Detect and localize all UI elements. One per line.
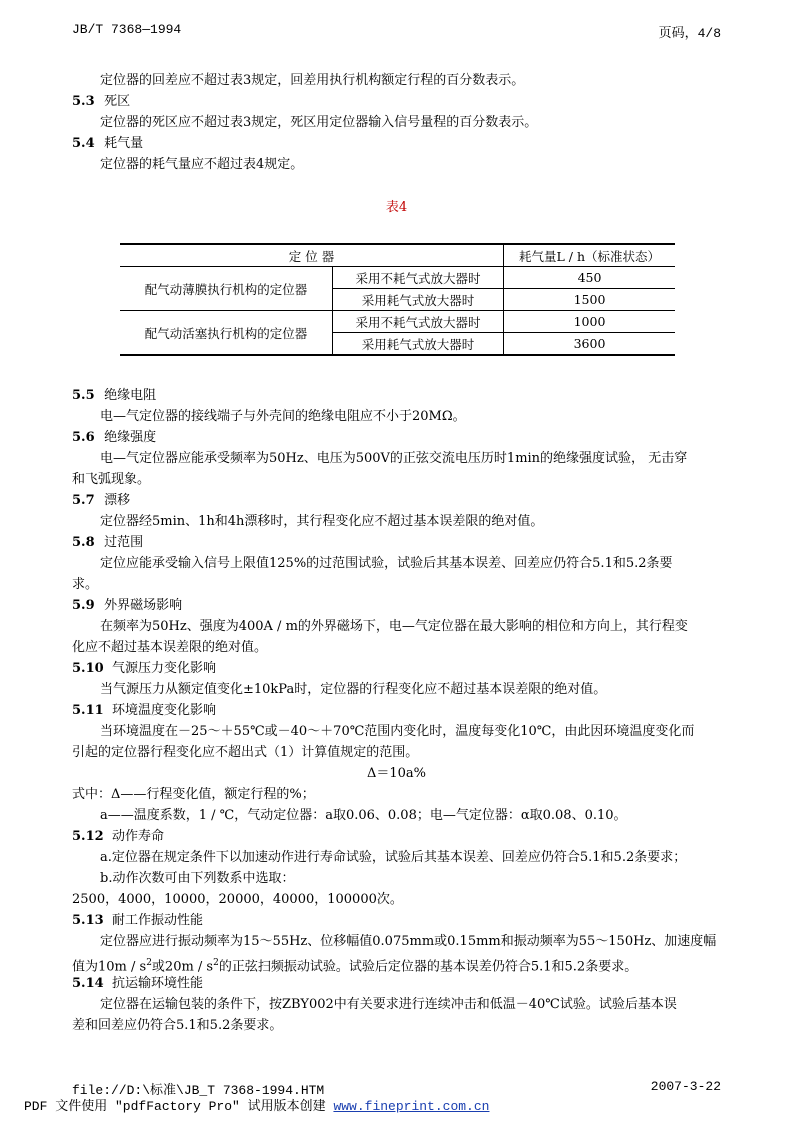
fineprint-link[interactable]: www.fineprint.com.cn bbox=[333, 1099, 490, 1114]
section-title: 外界磁场影响 bbox=[104, 598, 183, 613]
table-value: 3600 bbox=[504, 333, 676, 356]
paragraph: 化应不超过基本误差限的绝对值。 bbox=[72, 640, 268, 655]
section-heading-5-14 bbox=[72, 974, 721, 994]
table-cell: 采用耗气式放大器时 bbox=[333, 289, 504, 311]
paragraph: 定位器在运输包装的条件下，按ZBY002中有关要求进行连续冲击和低温－40℃试验。试验后基本误 bbox=[100, 997, 677, 1012]
table-header-consumption: 耗气量L / h（标准状态） bbox=[504, 244, 676, 267]
paragraph: 值为$10m / s^2$或$20m / s^2$的正弦扫频振动试验。试验后定位器的基本误差仍符合5.1和5.2条要求。 bbox=[72, 958, 638, 975]
paragraph: 定位器的死区应不超过表3规定，死区用定位器输入信号量程的百分数表示。 bbox=[100, 115, 538, 130]
paragraph: 引起的定位器行程变化应不超出式（1）计算值规定的范围。 bbox=[72, 745, 419, 760]
header-page-number: 页码，4/8 bbox=[658, 26, 721, 41]
table-4 bbox=[120, 243, 675, 356]
section-number: 5.10 bbox=[72, 661, 104, 676]
paragraph: 差和回差应仍符合5.1和5.2条要求。 bbox=[72, 1018, 283, 1033]
paragraph: a——温度系数，1 / ℃，气动定位器：a取0.06、0.08；电—气定位器：α取0.08、0.10。 bbox=[100, 808, 627, 823]
section-number: 5.4 bbox=[72, 136, 95, 151]
paragraph: 定位器的回差应不超过表3规定，回差用执行机构额定行程的百分数表示。 bbox=[100, 73, 525, 88]
section-title: 死区 bbox=[104, 94, 131, 109]
section-title: 耐工作振动性能 bbox=[111, 913, 203, 928]
paragraph: 和飞弧现象。 bbox=[72, 472, 151, 487]
table-value: 1500 bbox=[504, 289, 676, 311]
section-title: 动作寿命 bbox=[111, 829, 164, 844]
table-caption: 表4 bbox=[385, 200, 408, 215]
section-title: 气源压力变化影响 bbox=[111, 661, 216, 676]
paragraph: 求。 bbox=[72, 577, 99, 592]
section-number: 5.12 bbox=[72, 829, 104, 844]
section-title: 耗气量 bbox=[104, 136, 144, 151]
section-heading-5-5 bbox=[72, 386, 721, 406]
table-header-positioner: 定 位 器 bbox=[120, 244, 504, 267]
table-cell: 采用不耗气式放大器时 bbox=[333, 311, 504, 333]
table-cell: 采用不耗气式放大器时 bbox=[333, 267, 504, 289]
list-item: b.动作次数可由下列数系中选取： bbox=[100, 871, 295, 886]
paragraph: 当气源压力从额定值变化±10kPa时，定位器的行程变化应不超过基本误差限的绝对值。 bbox=[100, 682, 607, 697]
section-heading-5-7 bbox=[72, 491, 721, 511]
paragraph: 定位器经5min、1h和4h漂移时，其行程变化应不超过基本误差限的绝对值。 bbox=[100, 514, 544, 529]
section-title: 漂移 bbox=[104, 493, 131, 508]
section-number: 5.3 bbox=[72, 94, 95, 109]
formula: Δ＝10a% bbox=[366, 766, 427, 781]
paragraph: 当环境温度在－25～＋55℃或－40～＋70℃范围内变化时，温度每变化10℃，由此因环境温度变化而 bbox=[100, 724, 695, 739]
section-heading-5-10 bbox=[72, 659, 721, 679]
section-heading-5-4 bbox=[72, 134, 721, 154]
paragraph: 电—气定位器的接线端子与外壳间的绝缘电阻应不小于20MΩ。 bbox=[100, 409, 466, 424]
footer-pdf-notice: PDF 文件使用 "pdfFactory Pro" 试用版本创建 www.fineprint.com.cn bbox=[24, 1099, 490, 1114]
section-number: 5.9 bbox=[72, 598, 95, 613]
paragraph: 2500，4000，10000，20000，40000，100000次。 bbox=[72, 892, 403, 907]
table-cell: 采用耗气式放大器时 bbox=[333, 333, 504, 356]
section-heading-5-11 bbox=[72, 701, 721, 721]
section-number: 5.14 bbox=[72, 976, 104, 991]
section-number: 5.13 bbox=[72, 913, 104, 928]
paragraph: 电—气定位器应能承受频率为50Hz、电压为500V的正弦交流电压历时1min的绝缘强度试验， 无击穿 bbox=[100, 451, 688, 466]
section-number: 5.11 bbox=[72, 703, 104, 718]
section-title: 过范围 bbox=[104, 535, 144, 550]
paragraph: 定位器应进行振动频率为15～55Hz、位移幅值0.075mm或0.15mm和振动频率为55～150Hz、加速度幅 bbox=[100, 934, 717, 949]
table-value: 1000 bbox=[504, 311, 676, 333]
header-doc-code: JB/T 7368—1994 bbox=[72, 22, 182, 37]
paragraph: 式中：Δ——行程变化值，额定行程的%； bbox=[72, 787, 315, 802]
section-number: 5.6 bbox=[72, 430, 95, 445]
table-group-diaphragm: 配气动薄膜执行机构的定位器 bbox=[120, 267, 333, 311]
section-number: 5.7 bbox=[72, 493, 95, 508]
section-heading-5-8 bbox=[72, 533, 721, 553]
section-heading-5-12 bbox=[72, 827, 721, 847]
paragraph: 定位应能承受输入信号上限值125%的过范围试验，试验后其基本误差、回差应仍符合5.1和5.2条要 bbox=[100, 556, 673, 571]
section-title: 绝缘强度 bbox=[104, 430, 157, 445]
section-heading-5-3 bbox=[72, 92, 721, 112]
table-group-piston: 配气动活塞执行机构的定位器 bbox=[120, 311, 333, 356]
footer-file-path: file://D:\标准\JB_T 7368-1994.HTM bbox=[72, 1083, 325, 1098]
section-number: 5.5 bbox=[72, 388, 95, 403]
section-heading-5-6 bbox=[72, 428, 721, 448]
paragraph: 在频率为50Hz、强度为400A / m的外界磁场下，电—气定位器在最大影响的相位和方向上，其行程变 bbox=[100, 619, 688, 634]
section-title: 环境温度变化影响 bbox=[111, 703, 216, 718]
table-value: 450 bbox=[504, 267, 676, 289]
section-heading-5-9 bbox=[72, 596, 721, 616]
paragraph: 定位器的耗气量应不超过表4规定。 bbox=[100, 157, 304, 172]
footer-date: 2007-3-22 bbox=[650, 1079, 721, 1094]
section-title: 绝缘电阻 bbox=[104, 388, 157, 403]
section-heading-5-13 bbox=[72, 911, 721, 931]
section-title: 抗运输环境性能 bbox=[111, 976, 203, 991]
section-number: 5.8 bbox=[72, 535, 95, 550]
list-item: a.定位器在规定条件下以加速动作进行寿命试验，试验后其基本误差、回差应仍符合5.1和5.2条要求； bbox=[100, 850, 687, 865]
